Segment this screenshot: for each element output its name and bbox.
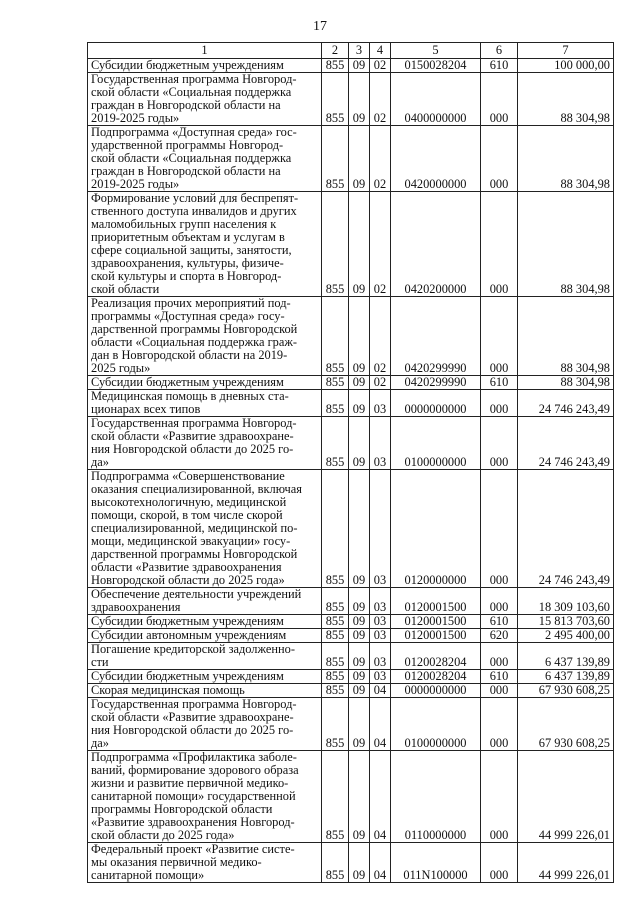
code-ministry: 855: [322, 588, 349, 615]
table-row: [88, 698, 614, 751]
amount: 6 437 139,89: [518, 643, 614, 670]
row-name: [88, 684, 322, 698]
code-expense-type: 000: [481, 390, 518, 417]
row-name-line: Государственная программа Новгород-: [91, 697, 297, 711]
row-name-line: Погашение кредиторской задолженно-: [91, 642, 295, 656]
row-name-line: Подпрограмма «Совершенствование: [91, 469, 285, 483]
row-name-line: ской области до 2025 года»: [91, 828, 235, 842]
table-row: [88, 297, 614, 376]
row-name-line: ской области «Развитие здравоохране-: [91, 710, 294, 724]
row-name: [88, 751, 322, 843]
row-name-line: ния Новгородской области до 2025 го-: [91, 442, 294, 456]
row-name-line: ваний, формирование здорового образа: [91, 763, 299, 777]
row-name-line: да»: [91, 736, 109, 750]
row-name: [88, 376, 322, 390]
amount: 67 930 608,25: [518, 684, 614, 698]
column-header: 1: [88, 43, 322, 59]
code-section: 09: [349, 297, 370, 376]
code-section: 09: [349, 588, 370, 615]
code-subsection: 03: [370, 629, 391, 643]
code-subsection: 02: [370, 73, 391, 126]
table-row: [88, 126, 614, 192]
code-target: 0420299990: [391, 376, 481, 390]
row-name-line: мы оказания первичной медико-: [91, 855, 262, 869]
code-subsection: 04: [370, 751, 391, 843]
column-header: 4: [370, 43, 391, 59]
code-ministry: 855: [322, 59, 349, 73]
code-ministry: 855: [322, 698, 349, 751]
row-name-line: граждан в Новгородской области на: [91, 98, 281, 112]
code-expense-type: 000: [481, 297, 518, 376]
code-ministry: 855: [322, 470, 349, 588]
row-name-line: Федеральный проект «Развитие систе-: [91, 842, 295, 856]
code-target: 0150028204: [391, 59, 481, 73]
code-section: 09: [349, 643, 370, 670]
code-target: 0120028204: [391, 643, 481, 670]
table-row: [88, 390, 614, 417]
row-name: [88, 297, 322, 376]
row-name-line: приоритетным объектам и услугам в: [91, 230, 285, 244]
row-name-line: ской культуры и спорта в Новгород-: [91, 269, 282, 283]
code-section: 09: [349, 470, 370, 588]
row-name-line: «Развитие здравоохранения Новгород-: [91, 815, 295, 829]
amount: 6 437 139,89: [518, 670, 614, 684]
row-name-line: санитарной помощи»: [91, 868, 205, 882]
row-name-line: маломобильных групп населения к: [91, 217, 277, 231]
row-name: [88, 59, 322, 73]
code-target: 0120028204: [391, 670, 481, 684]
code-expense-type: 620: [481, 629, 518, 643]
code-ministry: 855: [322, 684, 349, 698]
code-expense-type: 000: [481, 192, 518, 297]
code-target: 0120000000: [391, 470, 481, 588]
code-section: 09: [349, 751, 370, 843]
table-row: [88, 376, 614, 390]
code-ministry: 855: [322, 643, 349, 670]
code-expense-type: 000: [481, 843, 518, 883]
row-name-line: Субсидии бюджетным учреждениям: [91, 614, 284, 628]
code-expense-type: 610: [481, 615, 518, 629]
code-section: 09: [349, 684, 370, 698]
code-target: 0120001500: [391, 615, 481, 629]
amount: 44 999 226,01: [518, 751, 614, 843]
table-row: [88, 470, 614, 588]
code-subsection: 02: [370, 297, 391, 376]
row-name-line: жизни и развитие первичной медико-: [91, 776, 289, 790]
table-row: [88, 615, 614, 629]
row-name-line: ской области «Социальная поддержка: [91, 151, 292, 165]
code-target: 0110000000: [391, 751, 481, 843]
code-target: 0420200000: [391, 192, 481, 297]
code-expense-type: 000: [481, 588, 518, 615]
code-ministry: 855: [322, 417, 349, 470]
table-header-row: [88, 43, 614, 59]
code-target: 0000000000: [391, 390, 481, 417]
code-target: 0120001500: [391, 588, 481, 615]
code-section: 09: [349, 843, 370, 883]
code-expense-type: 000: [481, 643, 518, 670]
row-name: [88, 417, 322, 470]
row-name-line: ния Новгородской области до 2025 го-: [91, 723, 294, 737]
row-name-line: Новгородской области до 2025 года»: [91, 573, 285, 587]
code-ministry: 855: [322, 192, 349, 297]
row-name-line: программы Новгородской области: [91, 802, 273, 816]
code-section: 09: [349, 670, 370, 684]
code-ministry: 855: [322, 390, 349, 417]
row-name-line: дарственной программы Новгородской: [91, 322, 298, 336]
row-name: [88, 470, 322, 588]
code-section: 09: [349, 59, 370, 73]
code-expense-type: 000: [481, 698, 518, 751]
amount: 88 304,98: [518, 297, 614, 376]
code-target: 0120001500: [391, 629, 481, 643]
code-section: 09: [349, 73, 370, 126]
row-name: [88, 629, 322, 643]
code-subsection: 03: [370, 615, 391, 629]
code-subsection: 02: [370, 192, 391, 297]
code-ministry: 855: [322, 843, 349, 883]
row-name-line: здравоохранения: [91, 600, 181, 614]
code-subsection: 03: [370, 470, 391, 588]
code-target: 0000000000: [391, 684, 481, 698]
code-section: 09: [349, 698, 370, 751]
table-row: [88, 192, 614, 297]
row-name-line: области «Развитие здравоохранения: [91, 560, 282, 574]
code-subsection: 03: [370, 643, 391, 670]
code-section: 09: [349, 376, 370, 390]
row-name: [88, 843, 322, 883]
code-target: 0420000000: [391, 126, 481, 192]
code-subsection: 03: [370, 417, 391, 470]
code-ministry: 855: [322, 629, 349, 643]
table-row: [88, 73, 614, 126]
row-name: [88, 390, 322, 417]
code-target: 0420299990: [391, 297, 481, 376]
table-row: [88, 684, 614, 698]
code-section: 09: [349, 629, 370, 643]
code-ministry: 855: [322, 73, 349, 126]
row-name: [88, 192, 322, 297]
row-name-line: помощи, скорой, в том числе скорой: [91, 508, 283, 522]
amount: 88 304,98: [518, 126, 614, 192]
code-section: 09: [349, 417, 370, 470]
row-name-line: здравоохранения, культуры, физиче-: [91, 256, 284, 270]
row-name-line: граждан в Новгородской области на: [91, 164, 281, 178]
budget-table: [87, 42, 614, 883]
row-name-line: ской области «Социальная поддержка: [91, 85, 292, 99]
table-row: [88, 588, 614, 615]
row-name-line: Реализация прочих мероприятий под-: [91, 296, 291, 310]
row-name-line: ственного доступа инвалидов и других: [91, 204, 297, 218]
row-name-line: ционарах всех типов: [91, 402, 201, 416]
code-ministry: 855: [322, 126, 349, 192]
table-row: [88, 751, 614, 843]
amount: 88 304,98: [518, 376, 614, 390]
code-subsection: 03: [370, 670, 391, 684]
amount: 24 746 243,49: [518, 417, 614, 470]
table-row: [88, 643, 614, 670]
code-expense-type: 610: [481, 670, 518, 684]
code-expense-type: 000: [481, 73, 518, 126]
code-expense-type: 000: [481, 470, 518, 588]
code-target: 011N100000: [391, 843, 481, 883]
table-row: [88, 843, 614, 883]
row-name-line: Субсидии бюджетным учреждениям: [91, 375, 284, 389]
row-name-line: ской области «Развитие здравоохране-: [91, 429, 294, 443]
row-name-line: Субсидии автономным учреждениям: [91, 628, 287, 642]
table-row: [88, 670, 614, 684]
code-ministry: 855: [322, 751, 349, 843]
row-name-line: высокотехнологичную, медицинской: [91, 495, 287, 509]
row-name: [88, 588, 322, 615]
row-name-line: Государственная программа Новгород-: [91, 416, 297, 430]
row-name-line: ской области: [91, 282, 160, 296]
row-name-line: да»: [91, 455, 109, 469]
row-name-line: мощи, медицинской эвакуации» госу-: [91, 534, 291, 548]
code-subsection: 02: [370, 126, 391, 192]
code-section: 09: [349, 615, 370, 629]
row-name-line: Субсидии бюджетным учреждениям: [91, 58, 284, 72]
row-name-line: 2019-2025 годы»: [91, 111, 180, 125]
column-header: 5: [391, 43, 481, 59]
code-ministry: 855: [322, 670, 349, 684]
row-name-line: Субсидии бюджетным учреждениям: [91, 669, 284, 683]
code-subsection: 04: [370, 698, 391, 751]
row-name-line: оказания специализированной, включая: [91, 482, 302, 496]
code-ministry: 855: [322, 297, 349, 376]
amount: 24 746 243,49: [518, 390, 614, 417]
amount: 67 930 608,25: [518, 698, 614, 751]
code-subsection: 04: [370, 843, 391, 883]
row-name: [88, 670, 322, 684]
row-name-line: Государственная программа Новгород-: [91, 72, 297, 86]
code-subsection: 03: [370, 390, 391, 417]
row-name-line: ударственной программы Новгород-: [91, 138, 284, 152]
code-expense-type: 000: [481, 417, 518, 470]
row-name-line: программы «Доступная среда» госу-: [91, 309, 285, 323]
row-name-line: Медицинская помощь в дневных ста-: [91, 389, 289, 403]
table-row: [88, 417, 614, 470]
row-name-line: дан в Новгородской области на 2019-: [91, 348, 288, 362]
code-expense-type: 610: [481, 376, 518, 390]
code-expense-type: 000: [481, 684, 518, 698]
code-target: 0100000000: [391, 698, 481, 751]
row-name: [88, 698, 322, 751]
row-name: [88, 126, 322, 192]
row-name-line: Обеспечение деятельности учреждений: [91, 587, 302, 601]
code-subsection: 03: [370, 588, 391, 615]
amount: 2 495 400,00: [518, 629, 614, 643]
table-body: [88, 59, 614, 883]
code-target: 0100000000: [391, 417, 481, 470]
amount: 18 309 103,60: [518, 588, 614, 615]
row-name: [88, 73, 322, 126]
code-expense-type: 000: [481, 126, 518, 192]
column-header: 2: [322, 43, 349, 59]
row-name-line: сти: [91, 655, 109, 669]
code-subsection: 02: [370, 376, 391, 390]
code-section: 09: [349, 192, 370, 297]
code-section: 09: [349, 126, 370, 192]
row-name-line: санитарной помощи» государственной: [91, 789, 296, 803]
code-subsection: 02: [370, 59, 391, 73]
row-name-line: Подпрограмма «Доступная среда» гос-: [91, 125, 297, 139]
row-name-line: 2025 годы»: [91, 361, 151, 375]
amount: 44 999 226,01: [518, 843, 614, 883]
row-name: [88, 643, 322, 670]
row-name-line: области «Социальная поддержка граж-: [91, 335, 298, 349]
code-expense-type: 610: [481, 59, 518, 73]
code-target: 0400000000: [391, 73, 481, 126]
table-row: [88, 59, 614, 73]
column-header: 7: [518, 43, 614, 59]
amount: 88 304,98: [518, 73, 614, 126]
page-number: 17: [313, 19, 327, 34]
row-name: [88, 615, 322, 629]
code-expense-type: 000: [481, 751, 518, 843]
amount: 88 304,98: [518, 192, 614, 297]
column-header: 6: [481, 43, 518, 59]
column-header: 3: [349, 43, 370, 59]
amount: 15 813 703,60: [518, 615, 614, 629]
code-ministry: 855: [322, 615, 349, 629]
code-section: 09: [349, 390, 370, 417]
row-name-line: Формирование условий для беспрепят-: [91, 191, 299, 205]
row-name-line: Скорая медицинская помощь: [91, 683, 245, 697]
row-name-line: дарственной программы Новгородской: [91, 547, 298, 561]
code-subsection: 04: [370, 684, 391, 698]
table-row: [88, 629, 614, 643]
row-name-line: сфере социальной защиты, занятости,: [91, 243, 292, 257]
row-name-line: Подпрограмма «Профилактика заболе-: [91, 750, 297, 764]
code-ministry: 855: [322, 376, 349, 390]
row-name-line: 2019-2025 годы»: [91, 177, 180, 191]
amount: 100 000,00: [518, 59, 614, 73]
row-name-line: специализированной, медицинской по-: [91, 521, 298, 535]
amount: 24 746 243,49: [518, 470, 614, 588]
